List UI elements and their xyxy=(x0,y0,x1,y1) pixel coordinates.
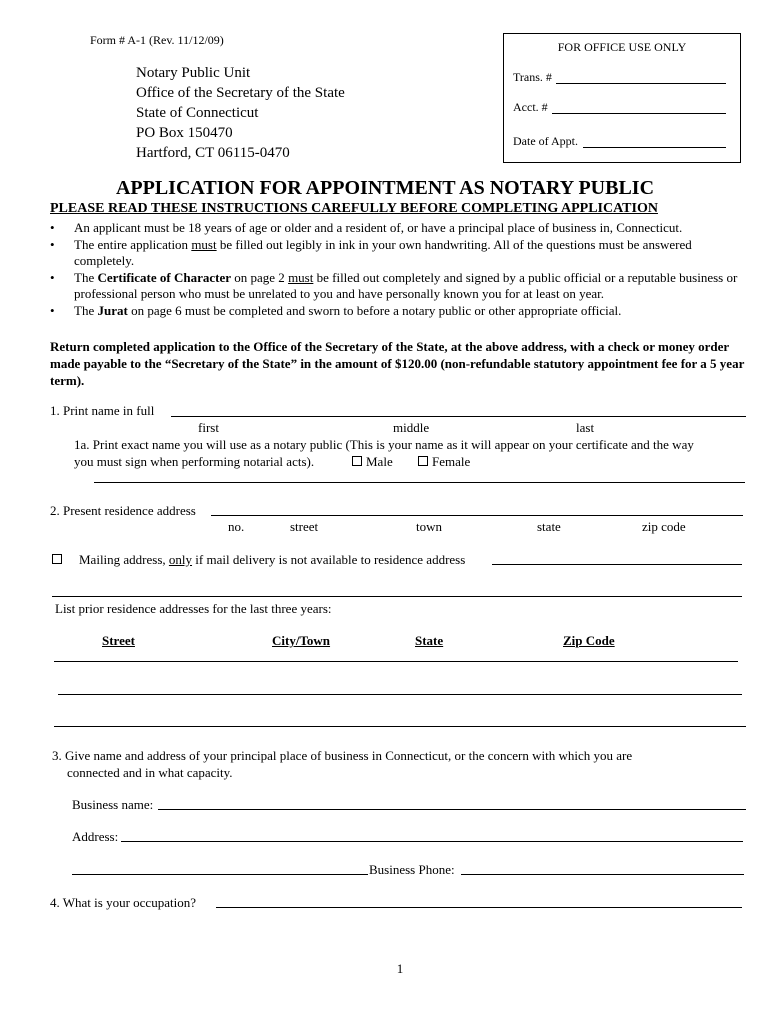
col-state: State xyxy=(415,633,444,648)
middle-label: middle xyxy=(393,420,430,435)
prior-address-row[interactable] xyxy=(54,661,738,662)
mailing-address-option[interactable] xyxy=(52,552,465,568)
residence-address-field[interactable] xyxy=(211,515,743,516)
instruction-text: on page 2 xyxy=(231,269,289,285)
street-label: street xyxy=(290,519,319,534)
form-id: Form # A-1 (Rev. 11/12/09) xyxy=(90,33,224,47)
jurat: Jurat xyxy=(97,302,128,318)
list-item xyxy=(46,237,746,270)
trans-field[interactable] xyxy=(556,83,726,84)
list-item xyxy=(46,303,746,320)
list-item xyxy=(46,220,746,237)
mailing-address-field-2[interactable] xyxy=(52,596,742,597)
office-use-title: FOR OFFICE USE ONLY xyxy=(557,40,687,54)
first-label: first xyxy=(198,420,219,435)
male-option[interactable] xyxy=(352,454,393,470)
business-name-label: Business name: xyxy=(72,797,154,812)
address-line: Office of the Secretary of the State xyxy=(136,85,345,101)
full-name-field[interactable] xyxy=(171,416,746,417)
col-zip: Zip Code xyxy=(563,633,615,648)
emphasis-must: must xyxy=(191,236,217,252)
state-label: state xyxy=(537,519,561,534)
mailing-address-block xyxy=(136,63,345,163)
instruction-text: The xyxy=(74,269,98,285)
checkbox-icon[interactable] xyxy=(52,554,62,564)
bullet-icon: • xyxy=(50,269,55,285)
q1a-text: 1a. Print exact name you will use as a notary public (This is your name as it will appear on your certificate and the way xyxy=(74,437,694,452)
zip-label: zip code xyxy=(642,519,686,534)
last-label: last xyxy=(576,420,595,435)
checkbox-icon[interactable] xyxy=(418,456,428,466)
no-label: no. xyxy=(228,519,245,534)
business-name-field[interactable] xyxy=(158,809,746,810)
certificate-of-character: Certificate of Character xyxy=(97,269,232,285)
mailing-only: only xyxy=(168,552,193,567)
instruction-text: on page 6 must be completed and sworn to before a notary public or other appropriate official. xyxy=(127,302,622,318)
instructions-heading: PLEASE READ THESE INSTRUCTIONS CAREFULLY BEFORE COMPLETING APPLICATION xyxy=(50,201,658,216)
prior-address-row[interactable] xyxy=(54,726,746,727)
emphasis-must: must xyxy=(288,269,314,285)
mailing-label: if mail delivery is not available to residence address xyxy=(192,552,466,567)
q2-label: 2. Present residence address xyxy=(50,503,196,518)
business-phone-label: Business Phone: xyxy=(369,862,455,877)
notary-name-field[interactable] xyxy=(94,482,745,483)
page-title: APPLICATION FOR APPOINTMENT AS NOTARY PUBLIC xyxy=(115,177,655,199)
instruction-text: be filled out legibly in ink in your own handwriting. All of the questions must be answered completely. xyxy=(74,236,692,268)
office-use-box xyxy=(503,33,741,163)
instruction-text: The xyxy=(74,302,98,318)
town-label: town xyxy=(416,519,442,534)
date-appt-field[interactable] xyxy=(583,147,726,148)
business-address-field[interactable] xyxy=(121,841,743,842)
q3-text: connected and in what capacity. xyxy=(67,765,233,780)
instruction-text: An applicant must be 18 years of age or older and a resident of, or have a principal place of business in, Connecticut. xyxy=(74,220,683,235)
address-line: State of Connecticut xyxy=(136,105,259,121)
mailing-address-field[interactable] xyxy=(492,564,742,565)
bullet-icon: • xyxy=(50,220,55,235)
q4-label: 4. What is your occupation? xyxy=(50,895,196,910)
female-label: Female xyxy=(432,454,471,469)
q3-text: 3. Give name and address of your principal place of business in Connecticut, or the concern with which you are xyxy=(52,748,633,763)
checkbox-icon[interactable] xyxy=(352,456,362,466)
address-line: PO Box 150470 xyxy=(136,125,233,141)
instruction-text: be filled out completely and signed by a public official or a reputable business or professional person who must be unrelated to you and have personally known you for at least on year. xyxy=(74,269,738,301)
mailing-label: Mailing address, xyxy=(79,552,169,567)
col-street: Street xyxy=(102,633,135,648)
male-label: Male xyxy=(366,454,393,469)
prior-address-row[interactable] xyxy=(58,694,742,695)
female-option[interactable] xyxy=(418,454,470,470)
q1a-text: you must sign when performing notarial acts). xyxy=(74,454,315,469)
occupation-field[interactable] xyxy=(216,907,742,908)
acct-label: Acct. # xyxy=(513,100,548,114)
instructions-list xyxy=(46,220,746,319)
return-notice: Return completed application to the Office of the Secretary of the State, at the above address, with a check or money order made payable to the “Secretary of the State” in the amount of $120.00 (non-refundable statutory appointment fee for a 5 year term). xyxy=(50,339,745,388)
bullet-icon: • xyxy=(50,302,55,318)
business-phone-field[interactable] xyxy=(461,874,744,875)
q1-label: 1. Print name in full xyxy=(50,403,155,418)
page-number: 1 xyxy=(396,961,404,976)
business-address-field-2[interactable] xyxy=(72,874,368,875)
bullet-icon: • xyxy=(50,236,55,252)
acct-field[interactable] xyxy=(552,113,726,114)
list-item xyxy=(46,270,746,303)
trans-label: Trans. # xyxy=(513,70,552,84)
prior-addresses-label: List prior residence addresses for the last three years: xyxy=(55,601,332,616)
address-line: Notary Public Unit xyxy=(136,65,251,81)
date-appt-label: Date of Appt. xyxy=(513,134,578,148)
col-city: City/Town xyxy=(272,633,331,648)
instruction-text: The entire application xyxy=(74,236,192,252)
business-address-label: Address: xyxy=(72,829,119,844)
address-line: Hartford, CT 06115-0470 xyxy=(136,145,290,161)
